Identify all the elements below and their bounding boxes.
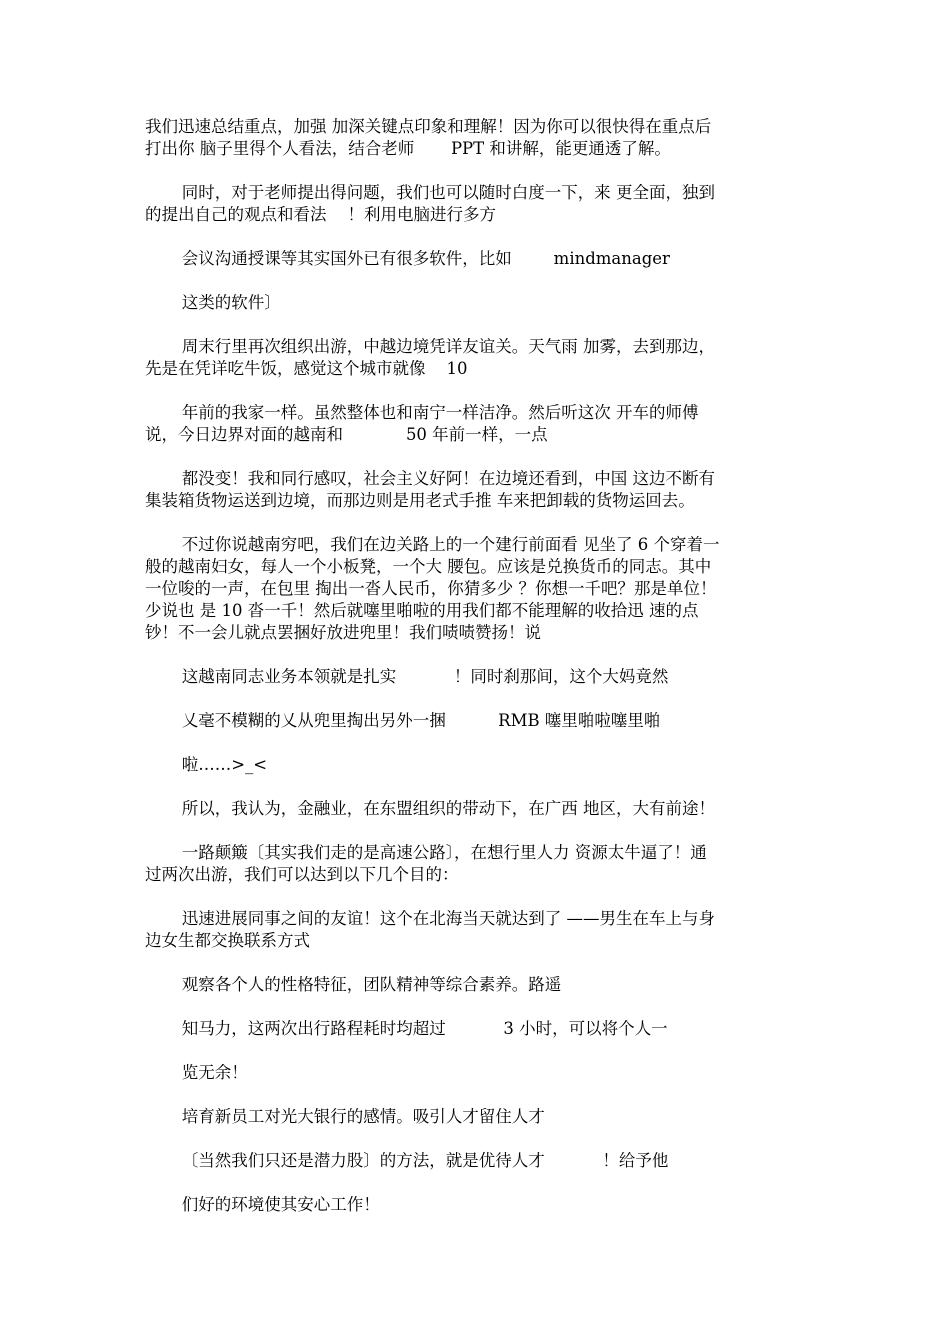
text-line: 少说也 是 10 沓一千！然后就噻里啪啦的用我们都不能理解的收拾迅 速的点: [145, 601, 699, 620]
paragraph: [145, 116, 805, 160]
text-line: 都没变！我和同行感叹，社会主义好阿！在边境还看到，中国 这边不断有: [145, 469, 715, 488]
paragraph: [145, 974, 805, 996]
text-line: 般的越南妇女，每人一个小板凳，一个大 腰包。应该是兑换货币的同志。其中: [145, 557, 712, 576]
paragraph: [145, 534, 805, 644]
paragraph: [145, 1106, 805, 1128]
paragraph: [145, 336, 805, 380]
paragraph: [145, 908, 805, 952]
text-line: 知马力，这两次出行路程耗时均超过 3 小时，可以将个人一: [145, 1019, 668, 1038]
text-line: 所以，我认为，金融业，在东盟组织的带动下，在广西 地区，大有前途！: [145, 799, 715, 818]
text-line: 同时，对于老师提出得问题，我们也可以随时白度一下，来 更全面，独到: [145, 183, 715, 202]
text-line: 观察各个人的性格特征，团队精神等综合素养。路遥: [145, 975, 562, 994]
paragraph: [145, 402, 805, 446]
text-line: 边女生都交换联系方式: [145, 931, 310, 950]
paragraph: [145, 248, 805, 270]
text-line: 啦……>_<: [145, 755, 268, 774]
paragraph: [145, 842, 805, 886]
text-line: 打出你 脑子里得个人看法，结合老师 PPT 和讲解，能更通透了解。: [145, 139, 671, 158]
text-line: 一位唆的一声，在包里 掏出一沓人民币，你猜多少 ？你想一千吧？那是单位！: [145, 579, 717, 598]
paragraph: [145, 754, 805, 776]
text-line: 周末行里再次组织出游，中越边境凭详友谊关。天气雨 加雾，去到那边，: [145, 337, 715, 356]
paragraph: [145, 1194, 805, 1216]
text-line: 过两次出游，我们可以达到以下几个目的：: [145, 865, 459, 884]
text-line: 一路颠簸〔其实我们走的是高速公路〕，在想行里人力 资源太牛逼了！通: [145, 843, 707, 862]
text-line: 钞！不一会儿就点罢捆好放进兜里！我们啧啧赞扬！说: [145, 623, 541, 642]
text-line: 这越南同志业务本领就是扎实 ！同时刹那间，这个大妈竟然: [145, 667, 669, 686]
text-line: 〔当然我们只还是潜力股〕的方法，就是优待人才 ！给予他: [145, 1151, 669, 1170]
text-line: 培育新员工对光大银行的感情。吸引人才留住人才: [145, 1107, 545, 1126]
paragraph: [145, 1150, 805, 1172]
paragraph: [145, 798, 805, 820]
text-line: 们好的环境使其安心工作！: [145, 1195, 380, 1214]
text-line: 迅速进展同事之间的友谊！这个在北海当天就达到了 ——男生在车上与身: [145, 909, 715, 928]
paragraph: [145, 710, 805, 732]
text-line: 集装箱货物运送到边境，而那边则是用老式手推 车来把卸载的货物运回去。: [145, 491, 695, 510]
paragraph: [145, 292, 805, 314]
text-line: 我们迅速总结重点，加强 加深关键点印象和理解！因为你可以很快得在重点后: [145, 117, 712, 136]
text-line: 览无余！: [145, 1063, 248, 1082]
text-line: 不过你说越南穷吧，我们在边关路上的一个建行前面看 见坐了 6 个穿着一: [145, 535, 720, 554]
text-line: 先是在凭详吃牛饭，感觉这个城市就像 10: [145, 359, 468, 378]
text-line: 会议沟通授课等其实国外已有很多软件，比如 mindmanager: [145, 249, 670, 268]
text-line: 说，今日边界对面的越南和 50 年前一样，一点: [145, 425, 548, 444]
text-line: 的提出自己的观点和看法 ！利用电脑进行多方: [145, 205, 496, 224]
paragraph: [145, 1018, 805, 1040]
text-line: 乂毫不模糊的乂从兜里掏出另外一捆 RMB 噻里啪啦噻里啪: [145, 711, 661, 730]
paragraph: [145, 468, 805, 512]
paragraph: [145, 1062, 805, 1084]
text-line: 这类的软件〕: [145, 293, 281, 312]
paragraph: [145, 182, 805, 226]
text-line: 年前的我家一样。虽然整体也和南宁一样洁净。然后听这次 开车的师傅: [145, 403, 699, 422]
paragraph: [145, 666, 805, 688]
